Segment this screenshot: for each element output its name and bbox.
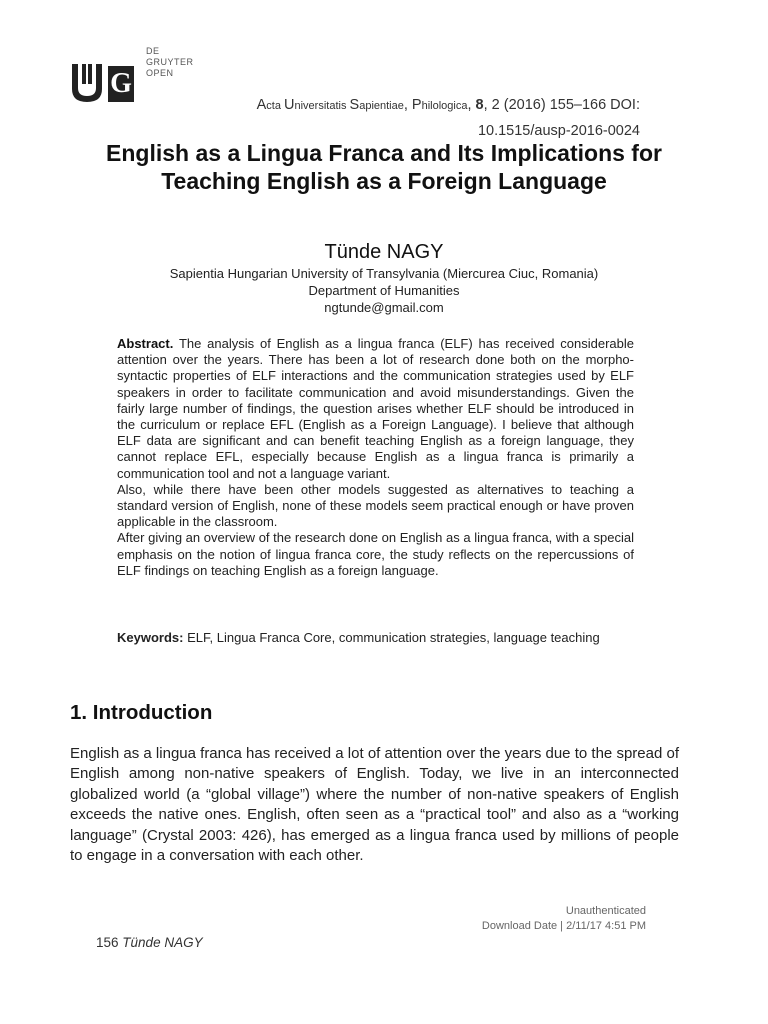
author-email: ngtunde@gmail.com [324,300,444,315]
journal-doi: 10.1515/ausp-2016-0024 [477,123,640,139]
running-author: Tünde NAGY [122,935,203,950]
abstract [117,336,634,579]
logo-text-line-1: DE GRUYTER [146,46,194,67]
journal-issue-pages: , 2 (2016) 155–166 DOI: [483,97,640,113]
abstract-label: Abstract. [117,336,174,351]
logo-text-line-2: OPEN [146,68,174,78]
logo-wordmark [146,46,194,79]
journal-name: Acta Universitatis Sapientiae, Philologica [256,97,468,113]
author-affiliation-block [60,265,708,316]
authentication-status: Unauthenticated [565,905,646,917]
university-crest-logo-icon [70,62,104,104]
page-footer [96,934,203,952]
logo-letter: G [108,66,134,102]
download-stamp [400,904,646,934]
abstract-paragraph-3: After giving an overview of the research done on English as a lingua franca, with a special emphasis on the notion of lingua franca core, the study reflects on the repercussions of ELF findings on teaching English as a foreign language. [117,530,634,578]
journal-volume: 8 [475,97,484,113]
journal-citation: Acta Universitatis Sapientiae, Philologica, 8, 2 (2016) 155–166 DOI: 10.1515/ausp-2016-0024 [256,97,640,139]
paper-title: English as a Lingua Franca and Its Implications for Teaching English as a Foreign Language [106,140,662,194]
keywords [117,630,634,647]
author-department: Department of Humanities [308,283,460,298]
page-number: 156 [96,935,119,950]
section-heading: 1. Introduction [70,701,213,724]
abstract-paragraph-1: Abstract. The analysis of English as a lingua franca (ELF) has received considerable attention over the years. There has been a lot of research done both on the morpho-syntactic properties of ELF interactions and the communication strategies used by ELF speakers in order to facilitate communication and avoid misunderstandings. Given the fairly large number of findings, the question arises whether ELF should be introduced in the curriculum or replace EFL (English as a Foreign Language). I believe that although ELF data are significant and can benefit teaching English as a foreign language, they cannot replace EFL, especially because English as a lingua franca is primarily a communication tool and not a language variant. [117,336,634,481]
keywords-text: ELF, Lingua Franca Core, communication strategies, language teaching [187,630,600,645]
download-date: Download Date | 2/11/17 4:51 PM [481,920,646,932]
keywords-label: Keywords: [117,630,184,645]
abstract-paragraph-2: Also, while there have been other models suggested as alternatives to teaching a standard version of English, none of these models seem practical enough or have proven applicable in the classroom. [117,481,634,530]
publisher-logo [70,44,194,108]
author-affiliation: Sapientia Hungarian University of Transylvania (Miercurea Ciuc, Romania) [169,266,599,281]
introduction-paragraph: English as a lingua franca has received a lot of attention over the years due to the spread of English among non-native speakers of English. Today, we live in an interconnected globalized world (a “global village”) where the number of non-native speakers of English exceeds the native ones. English, often seen as a “practical tool” and also as a “working language” (Crystal 2003: 426), has emerged as a lingua franca used by millions of people to engage in a conversation with each other. [70,745,679,865]
paper-author: Tünde NAGY [324,241,444,263]
